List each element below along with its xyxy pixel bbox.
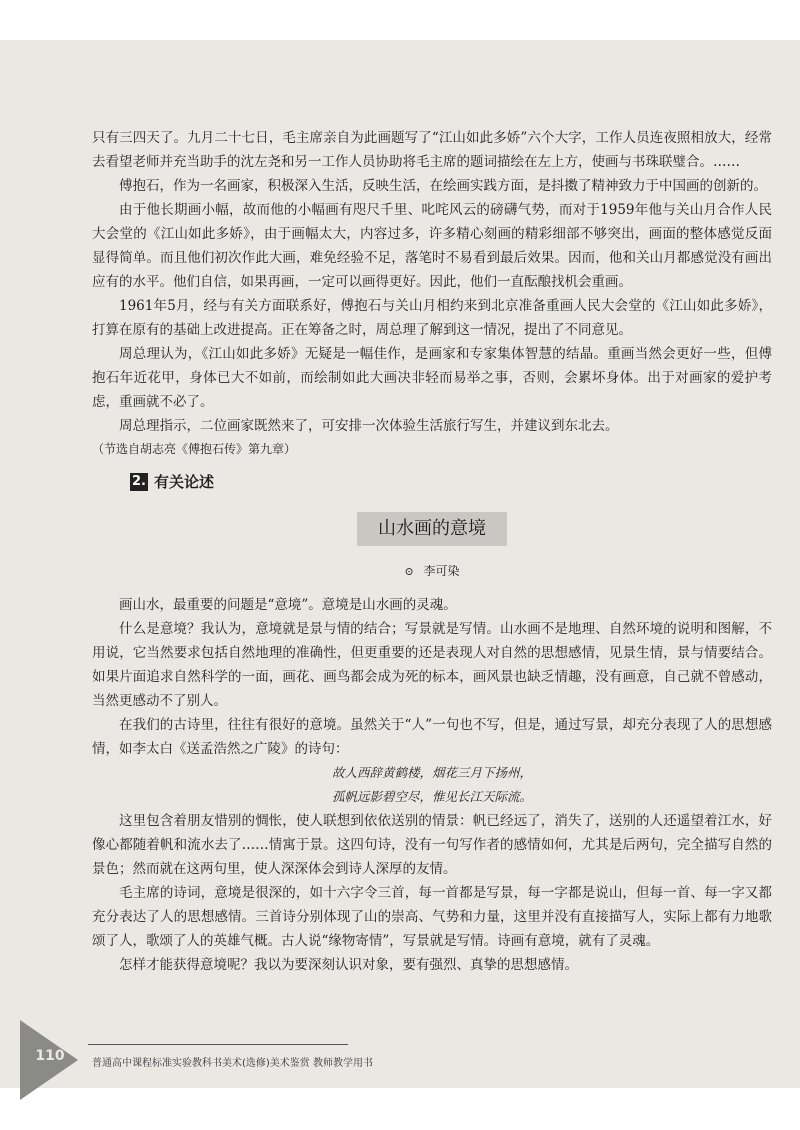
poem-line: 故人西辞黄鹤楼，烟花三月下扬州， <box>331 765 532 780</box>
book-page <box>0 40 800 1088</box>
section-number: 2. <box>130 473 148 491</box>
paragraph: 周总理认为，《江山如此多娇》无疑是一幅佳作，是画家和专家集体智慧的结晶。重画当然会更好一些，但傅抱石年近花甲，身体已大不如前，而绘制如此大画决非轻而易举之事，否则，会累坏身体。出于对画家的爱护考虑，重画就不必了。 <box>92 346 772 410</box>
paragraph: 什么是意境？我认为，意境就是景与情的结合；写景就是写情。山水画不是地理、自然环境的说明和图解，不用说，它当然要求包括自然地理的准确性，但更重要的还是表现人对自然的思想感情，见景生情，景与情要结合。如果片面追求自然科学的一面，画花、画鸟都会成为死的标本，画风景也缺乏情趣，没有画意，自己就不曾感动，当然更感动不了别人。 <box>92 621 772 709</box>
author-mark-icon: ⊙ <box>404 565 414 578</box>
paragraph: 毛主席的诗词，意境是很深的，如十六字令三首，每一首都是写景，每一字都是说山，但每一首、每一字又都充分表达了人的思想感情。三首诗分别体现了山的崇高、气势和力量，这里并没有直接描写人，实际上都有力地歌颂了人，歌颂了人的英雄气概。古人说“缘物寄情”，写景就是写情。诗画有意境，就有了灵魂。 <box>92 885 772 949</box>
page-content <box>92 126 772 977</box>
paragraph: 画山水，最重要的问题是“意境”。意境是山水画的灵魂。 <box>119 597 457 613</box>
article-author <box>92 560 772 583</box>
author-name: 李可染 <box>423 564 460 578</box>
paragraph: 1961年5月，经与有关方面联系好，傅抱石与关山月相约来到北京准备重画人民大会堂的《江山如此多娇》，打算在原有的基础上改进提高。正在筹备之时，周总理了解到这一情况，提出了不同意见。 <box>92 298 772 338</box>
source-citation: （节选自胡志亮《傅抱石传》第九章） <box>92 442 297 456</box>
page-number: 110 <box>35 1048 65 1064</box>
poem-line: 孤帆远影碧空尽，惟见长江天际流。 <box>331 789 532 804</box>
section-heading <box>130 470 772 494</box>
footer-divider <box>88 1044 348 1045</box>
footer-book-title: 普通高中课程标准实验教科书美术(选修)美术鉴赏 教师教学用书 <box>92 1058 373 1069</box>
paragraph: 怎样才能获得意境呢？我以为要深刻认识对象，要有强烈、真挚的思想感情。 <box>119 957 578 973</box>
paragraph: 周总理指示，二位画家既然来了，可安排一次体验生活旅行写生，并建议到东北去。 <box>119 418 619 434</box>
paragraph: 只有三四天了。九月二十七日，毛主席亲自为此画题写了“江山如此多娇”六个大字，工作人员连夜照相放大，经常去看望老师并充当助手的沈左尧和另一工作人员协助将毛主席的题词描绘在左上方，使画与书珠联璧合。…… <box>92 130 772 170</box>
section-title: 有关论述 <box>154 473 215 491</box>
poem <box>92 761 772 809</box>
paragraph: 傅抱石，作为一名画家，积极深入生活，反映生活，在绘画实践方面，是抖擞了精神致力于中国画的创新的。 <box>119 178 767 194</box>
article-title: 山水画的意境 <box>357 512 507 546</box>
paragraph: 由于他长期画小幅，故而他的小幅画有咫尺千里、叱咤风云的磅礴气势，而对于1959年他与关山月合作人民大会堂的《江山如此多娇》，由于画幅太大，内容过多，许多精心刻画的精彩细部不够突出，画面的整体感觉反面显得简单。而且他们初次作此大画，难免经验不足，落笔时不易看到最后效果。因而，他和关山月都感觉没有画出应有的水平。他们自信，如果再画，一定可以画得更好。因此，他们一直酝酿找机会重画。 <box>92 202 772 290</box>
paragraph: 这里包含着朋友惜别的惆怅，使人联想到依依送别的情景：帆已经远了，消失了，送别的人还遥望着江水，好像心都随着帆和流水去了……情寓于景。这四句诗，没有一句写作者的感情如何，尤其是后两句，完全描写自然的景色；然而就在这两句里，使人深深体会到诗人深厚的友情。 <box>92 813 772 877</box>
paragraph: 在我们的古诗里，往往有很好的意境。虽然关于“人”一句也不写，但是，通过写景，却充分表现了人的思想感情，如李太白《送孟浩然之广陵》的诗句： <box>92 717 772 757</box>
